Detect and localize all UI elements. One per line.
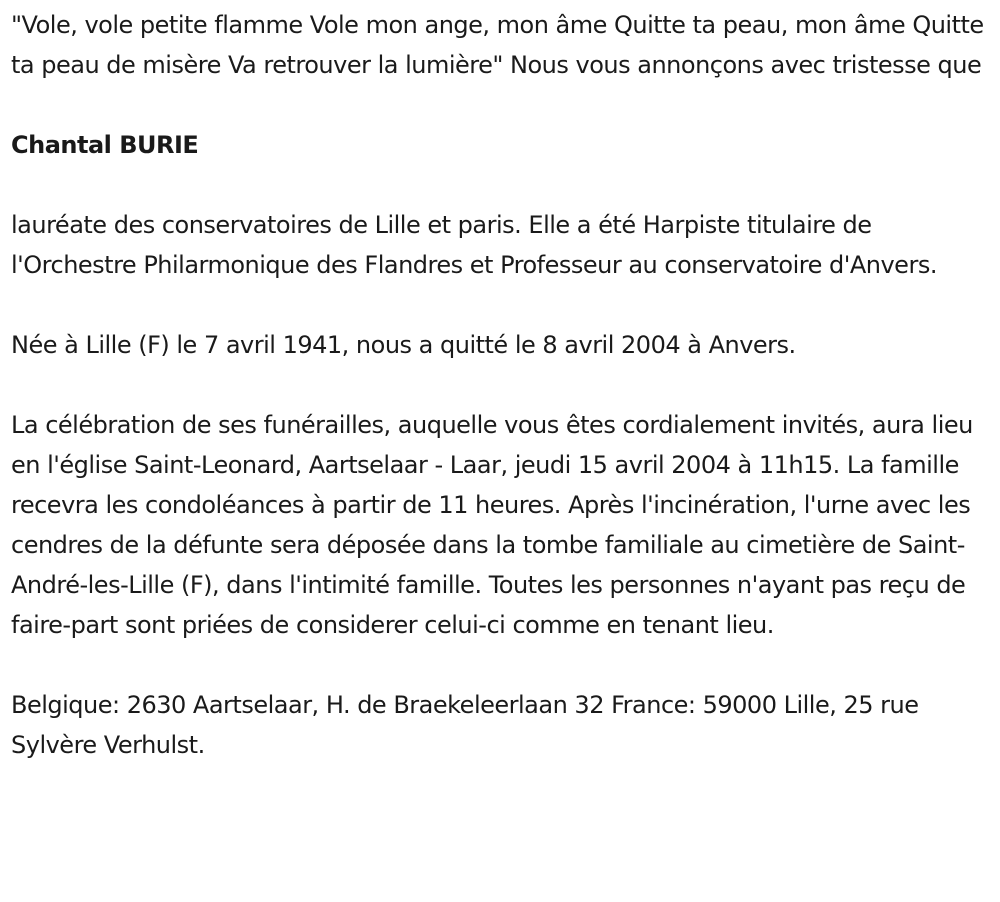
biography-paragraph: lauréate des conservatoires de Lille et paris. Elle a été Harpiste titulaire de l'Orchestre Philarmonique des Flandres et Professeur au conservatoire d'Anvers. xyxy=(11,211,937,279)
addresses-paragraph: Belgique: 2630 Aartselaar, H. de Braekeleerlaan 32 France: 59000 Lille, 25 rue Sylvère Verhulst. xyxy=(11,691,919,759)
intro-poem-paragraph: "Vole, vole petite flamme Vole mon ange, mon âme Quitte ta peau, mon âme Quitte ta peau de misère Va retrouver la lumière" Nous vous annonçons avec tristesse que xyxy=(11,11,984,79)
deceased-name: Chantal BURIE xyxy=(11,131,199,159)
funeral-details-paragraph: La célébration de ses funérailles, auquelle vous êtes cordialement invités, aura lieu en l'église Saint-Leonard, Aartselaar - Laar, jeudi 15 avril 2004 à 11h15. La famille recevra les condoléances à partir de 11 heures. Après l'incinération, l'urne avec les cendres de la défunte sera déposée dans la tombe familiale au cimetière de Saint-André-les-Lille (F), dans l'intimité famille. Toutes les personnes n'ayant pas reçu de faire-part sont priées de considerer celui-ci comme en tenant lieu. xyxy=(11,411,973,639)
life-dates-paragraph: Née à Lille (F) le 7 avril 1941, nous a quitté le 8 avril 2004 à Anvers. xyxy=(11,331,796,359)
